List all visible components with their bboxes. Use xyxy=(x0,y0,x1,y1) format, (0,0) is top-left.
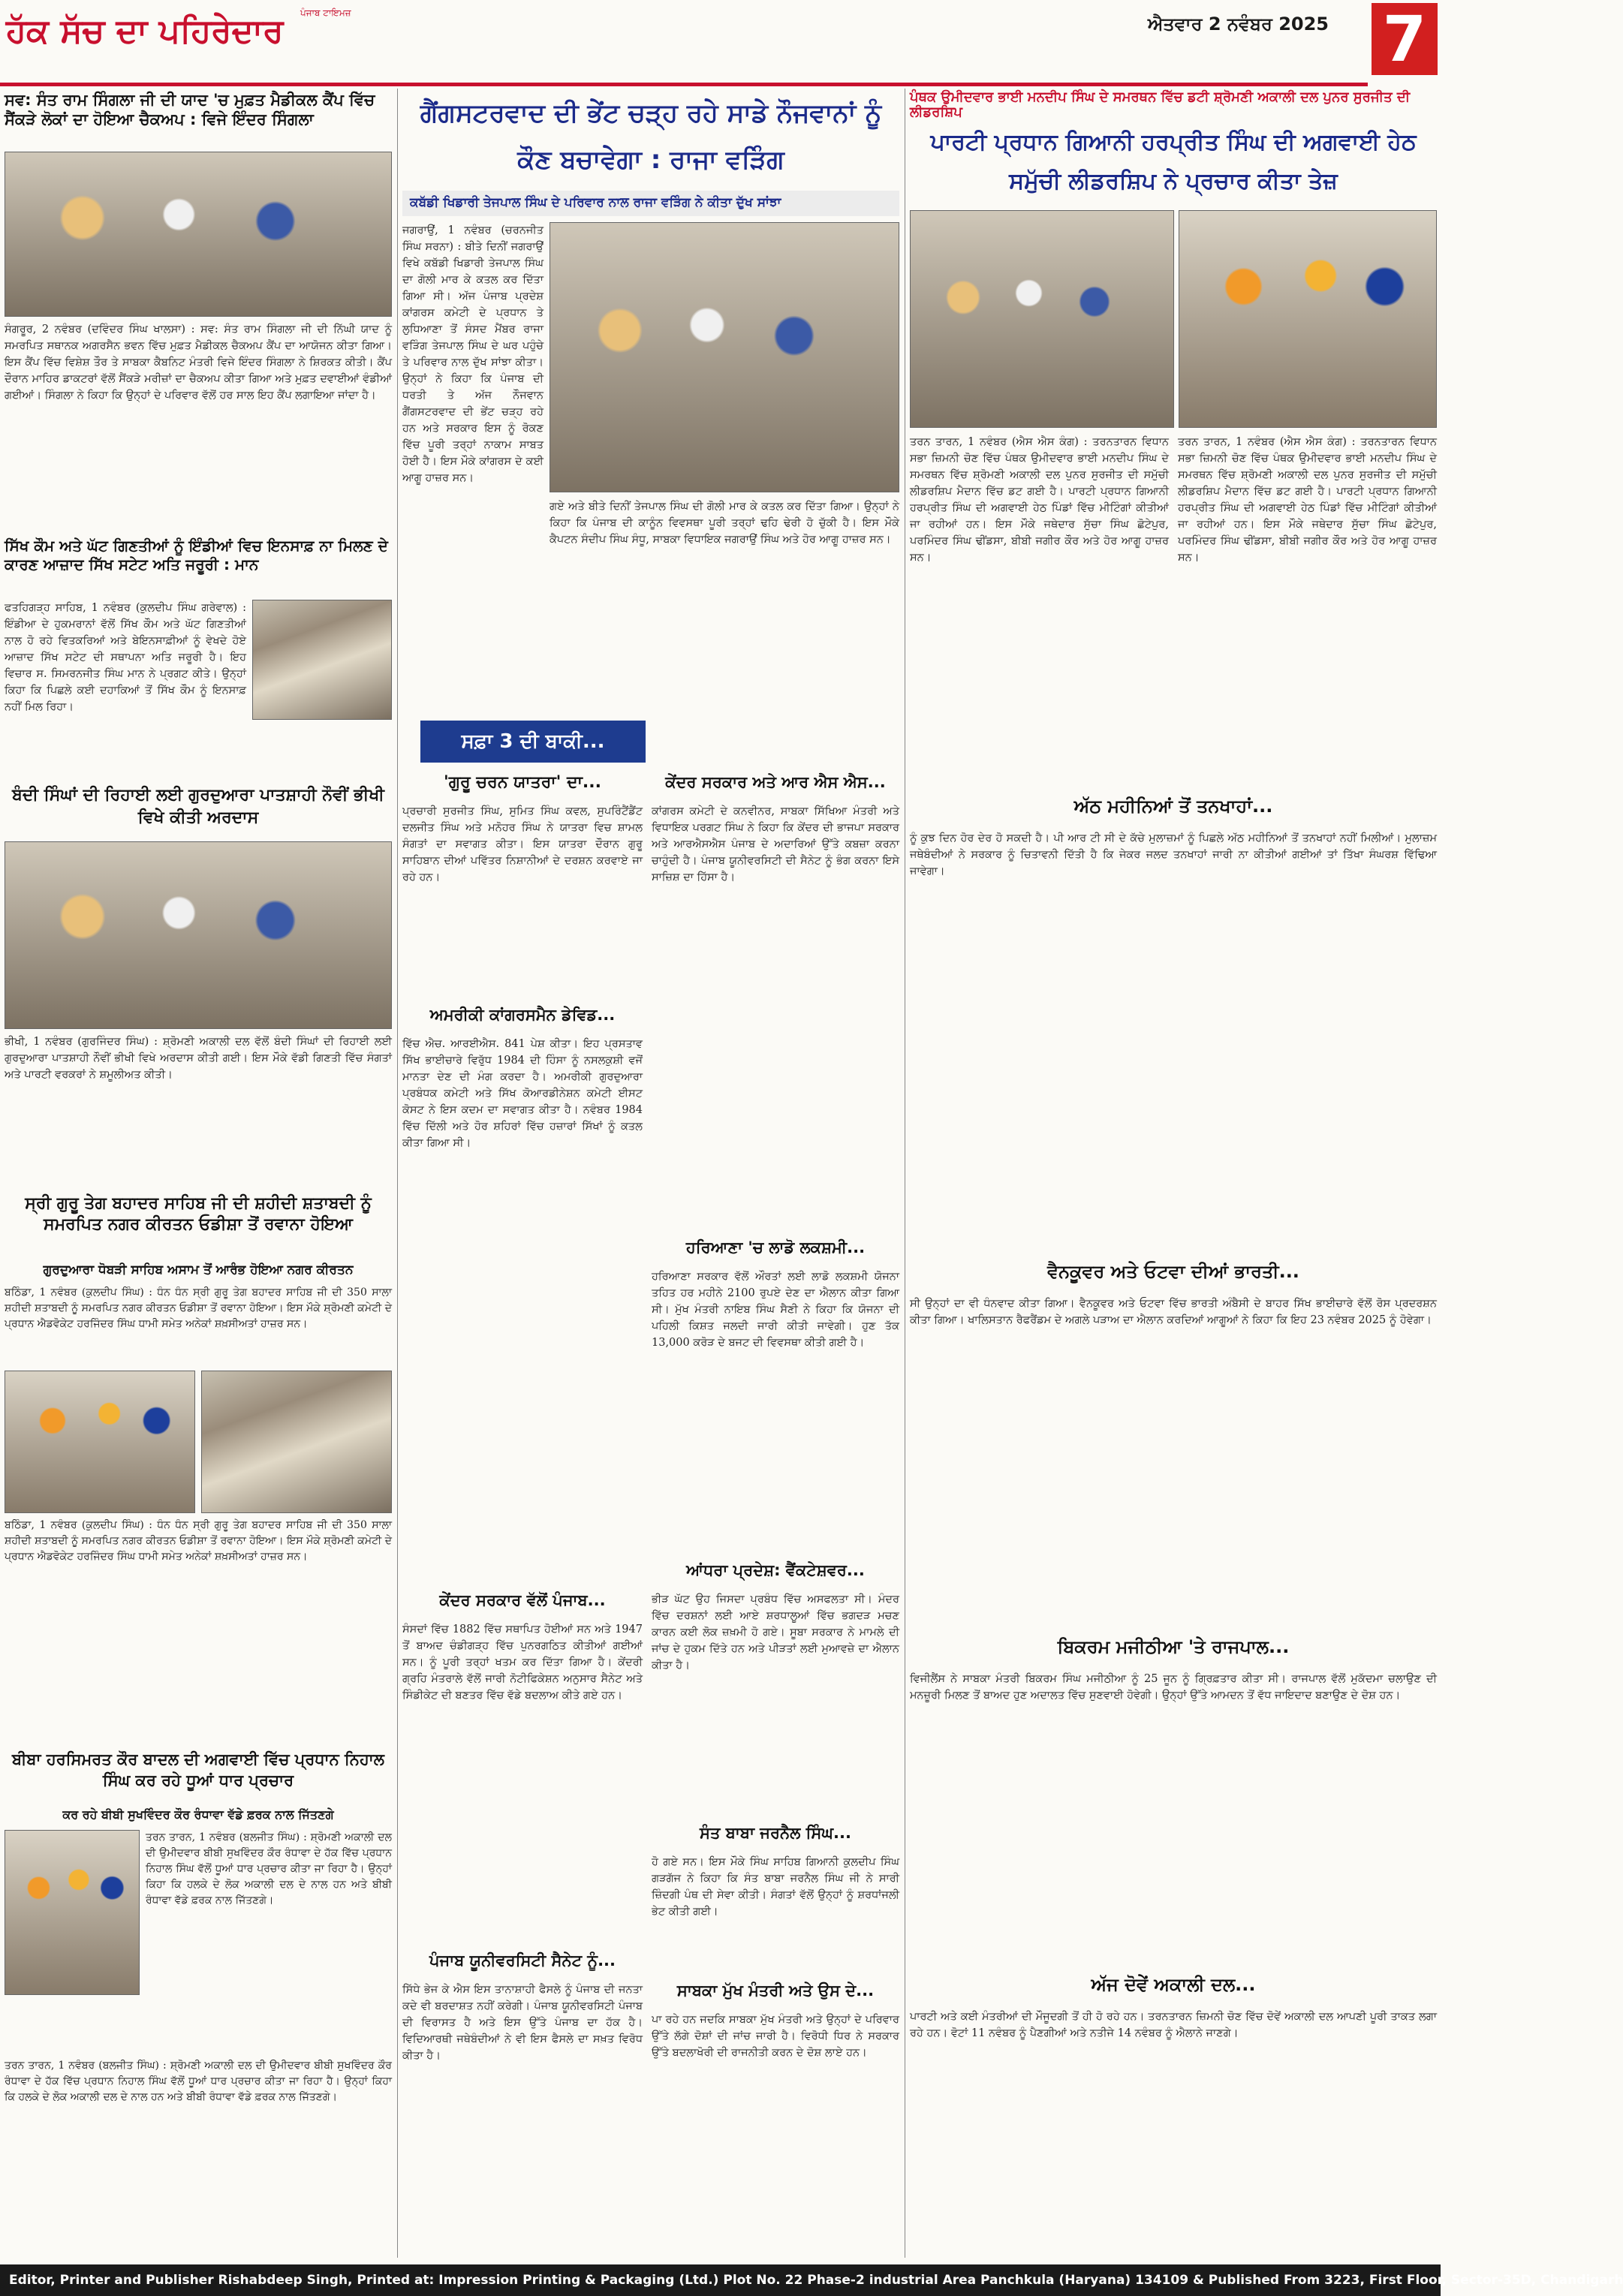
headline: ਅਮਰੀਕੀ ਕਾਂਗਰਸਮੈਨ ਡੇਵਿਡ... xyxy=(429,1006,616,1024)
article-body-continued: ਤਰਨ ਤਾਰਨ, 1 ਨਵੰਬਰ (ਬਲਜੀਤ ਸਿੰਘ) : ਸ਼੍ਰੋਮਣੀ ਅਕਾਲੀ ਦਲ ਦੀ ਉਮੀਦਵਾਰ ਬੀਬੀ ਸੁਖਵਿੰਦਰ ਕੌਰ ਰੰਧਾਵਾ ਦੇ ਹੱਕ ਵਿੱਚ ਪ੍ਰਧਾਨ ਨਿਹਾਲ ਸਿੰਘ ਵੱਲੋਂ ਧੂਆਂ ਧਾਰ ਪ੍ਰਚਾਰ ਕੀਤਾ ਜਾ ਰਿਹਾ ਹੈ। ਉਨ੍ਹਾਂ ਕਿਹਾ ਕਿ ਹਲਕੇ ਦੇ ਲੋਕ ਅਕਾਲੀ ਦਲ ਦੇ ਨਾਲ ਹਨ ਅਤੇ ਬੀਬੀ ਰੰਧਾਵਾ ਵੱਡੇ ਫ਼ਰਕ ਨਾਲ ਜਿੱਤਣਗੇ। xyxy=(5,2060,392,2103)
story-medical-camp xyxy=(5,90,392,533)
headline: ਕੇਂਦਰ ਸਰਕਾਰ ਅਤੇ ਆਰ ਐਸ ਐਸ... xyxy=(665,773,886,791)
photo xyxy=(5,841,392,1029)
article-body: ਕਾਂਗਰਸ ਕਮੇਟੀ ਦੇ ਕਨਵੀਨਰ, ਸਾਬਕਾ ਸਿੱਖਿਆ ਮੰਤਰੀ ਅਤੇ ਵਿਧਾਇਕ ਪਰਗਟ ਸਿੰਘ ਨੇ ਕਿਹਾ ਕਿ ਕੇਂਦਰ ਦੀ ਭਾਜਪਾ ਸਰਕਾਰ ਅਤੇ ਆਰਐਸਐਸ ਪੰਜਾਬ ਦੇ ਅਦਾਰਿਆਂ ਉੱਤੇ ਕਬਜ਼ਾ ਕਰਨਾ ਚਾਹੁੰਦੀ ਹੈ। ਪੰਜਾਬ ਯੂਨੀਵਰਸਿਟੀ ਦੀ ਸੈਨੇਟ ਨੂੰ ਭੰਗ ਕਰਨਾ ਇਸੇ ਸਾਜ਼ਿਸ਼ ਦਾ ਹਿੱਸਾ ਹੈ। xyxy=(652,805,899,883)
story-nagar-kirtan xyxy=(5,1193,392,1749)
article-body: ਸੰਸਦਾਂ ਵਿੱਚ 1882 ਵਿੱਚ ਸਥਾਪਿਤ ਹੋਈਆਂ ਸਨ ਅਤੇ 1947 ਤੋਂ ਬਾਅਦ ਚੰਡੀਗੜ੍ਹ ਵਿੱਚ ਪੁਨਰਗਠਿਤ ਕੀਤੀਆਂ ਗਈਆਂ ਸਨ। ਨੂੰ ਪੂਰੀ ਤਰ੍ਹਾਂ ਖਤਮ ਕਰ ਦਿੱਤਾ ਗਿਆ ਹੈ। ਕੇਂਦਰੀ ਗ੍ਰਹਿ ਮੰਤਰਾਲੇ ਵੱਲੋਂ ਜਾਰੀ ਨੋਟੀਫਿਕੇਸ਼ਨ ਅਨੁਸਾਰ ਸੈਨੇਟ ਅਤੇ ਸਿੰਡੀਕੇਟ ਦੀ ਬਣਤਰ ਵਿੱਚ ਵੱਡੇ ਬਦਲਾਅ ਕੀਤੇ ਗਏ ਹਨ। xyxy=(402,1623,643,1702)
headline: ਕੇਂਦਰ ਸਰਕਾਰ ਵੱਲੋਂ ਪੰਜਾਬ... xyxy=(439,1591,606,1609)
headline: ਬਿਕਰਮ ਮਜੀਠੀਆ 'ਤੇ ਰਾਜਪਾਲ... xyxy=(1057,1636,1290,1657)
masthead xyxy=(0,0,1441,89)
headline: ਵੈਨਕੂਵਰ ਅਤੇ ਓਟਵਾ ਦੀਆਂ ਭਾਰਤੀ... xyxy=(1047,1261,1299,1282)
lead-photo xyxy=(1179,210,1437,428)
footer-imprint: Editor, Printer and Publisher Rishabdeep Singh, Printed at: Impression Printing & Packaging (Ltd.) Plot No. 22 Phase-2 industrial Area Panchkula (Haryana) 134109 & Published From 3223, First Floor, Sector-35D, Chandigarh xyxy=(0,2264,1441,2296)
lead-story-gangster xyxy=(402,90,899,721)
story-salaries xyxy=(910,796,1437,1246)
article-body: ਵਿੱਚ ਐਚ. ਆਰਈਐਸ. 841 ਪੇਸ਼ ਕੀਤਾ। ਇਹ ਪ੍ਰਸਤਾਵ ਸਿੱਖ ਭਾਈਚਾਰੇ ਵਿਰੁੱਧ 1984 ਦੀ ਹਿੰਸਾ ਨੂੰ ਨਸਲਕੁਸ਼ੀ ਵਜੋਂ ਮਾਨਤਾ ਦੇਣ ਦੀ ਮੰਗ ਕਰਦਾ ਹੈ। ਅਮਰੀਕੀ ਗੁਰਦੁਆਰਾ ਪ੍ਰਬੰਧਕ ਕਮੇਟੀ ਅਤੇ ਸਿੱਖ ਕੋਆਰਡੀਨੇਸ਼ਨ ਕਮੇਟੀ ਈਸਟ ਕੋਸਟ ਨੇ ਇਸ ਕਦਮ ਦਾ ਸਵਾਗਤ ਕੀਤਾ ਹੈ। ਨਵੰਬਰ 1984 ਵਿੱਚ ਦਿੱਲੀ ਅਤੇ ਹੋਰ ਸ਼ਹਿਰਾਂ ਵਿੱਚ ਹਜ਼ਾਰਾਂ ਸਿੱਖਾਂ ਨੂੰ ਕਤਲ ਕੀਤਾ ਗਿਆ ਸੀ। xyxy=(402,1038,643,1149)
lead-subheadline: ਕਬੱਡੀ ਖਿਡਾਰੀ ਤੇਜਪਾਲ ਸਿੰਘ ਦੇ ਪਰਿਵਾਰ ਨਾਲ ਰਾਜਾ ਵੜਿੰਗ ਨੇ ਕੀਤਾ ਦੁੱਖ ਸਾਂਝਾ xyxy=(402,191,899,216)
lead-headline: ਗੈਂਗਸਟਰਵਾਦ ਦੀ ਭੇਂਟ ਚੜ੍ਹ ਰਹੇ ਸਾਡੇ ਨੌਜਵਾਨਾਂ ਨੂੰ ਕੌਣ ਬਚਾਵੇਗਾ : ਰਾਜਾ ਵੜਿੰਗ xyxy=(420,98,882,175)
story-vancouver xyxy=(910,1261,1437,1614)
article-body: ਪਾ ਰਹੇ ਹਨ ਜਦਕਿ ਸਾਬਕਾ ਮੁੱਖ ਮੰਤਰੀ ਅਤੇ ਉਨ੍ਹਾਂ ਦੇ ਪਰਿਵਾਰ ਉੱਤੇ ਲੱਗੇ ਦੋਸ਼ਾਂ ਦੀ ਜਾਂਚ ਜਾਰੀ ਹੈ। ਵਿਰੋਧੀ ਧਿਰ ਨੇ ਸਰਕਾਰ ਉੱਤੇ ਬਦਲਾਖੋਰੀ ਦੀ ਰਾਜਨੀਤੀ ਕਰਨ ਦੇ ਦੋਸ਼ ਲਾਏ ਹਨ। xyxy=(652,2014,899,2059)
story-sant-jarnail xyxy=(652,1824,899,1974)
headline: ਬੀਬਾ ਹਰਸਿਮਰਤ ਕੌਰ ਬਾਦਲ ਦੀ ਅਗਵਾਈ ਵਿੱਚ ਪ੍ਰਧਾਨ ਨਿਹਾਲ ਸਿੰਘ ਕਰ ਰਹੇ ਧੂਆਂ ਧਾਰ ਪ੍ਰਚਾਰ xyxy=(11,1750,385,1789)
article-body: ਹੋ ਗਏ ਸਨ। ਇਸ ਮੌਕੇ ਸਿੰਘ ਸਾਹਿਬ ਗਿਆਨੀ ਕੁਲਦੀਪ ਸਿੰਘ ਗੜਗੱਜ ਨੇ ਕਿਹਾ ਕਿ ਸੰਤ ਬਾਬਾ ਜਰਨੈਲ ਸਿੰਘ ਜੀ ਨੇ ਸਾਰੀ ਜ਼ਿੰਦਗੀ ਪੰਥ ਦੀ ਸੇਵਾ ਕੀਤੀ। ਸੰਗਤਾਂ ਵੱਲੋਂ ਉਨ੍ਹਾਂ ਨੂੰ ਸ਼ਰਧਾਂਜਲੀ ਭੇਟ ਕੀਤੀ ਗਈ। xyxy=(652,1856,899,1918)
photo xyxy=(5,1830,140,1995)
story-majithia xyxy=(910,1636,1437,1966)
headline: ਆਂਧਰਾ ਪ੍ਰਦੇਸ਼: ਵੈਂਕਟੇਸ਼ਵਰ... xyxy=(686,1561,865,1579)
article-body: ਫਤਹਿਗੜ੍ਹ ਸਾਹਿਬ, 1 ਨਵੰਬਰ (ਕੁਲਦੀਪ ਸਿੰਘ ਗਰੇਵਾਲ) : ਇੰਡੀਆ ਦੇ ਹੁਕਮਰਾਨਾਂ ਵੱਲੋਂ ਸਿੱਖ ਕੌਮ ਅਤੇ ਘੱਟ ਗਿਣਤੀਆਂ ਨਾਲ ਹੋ ਰਹੇ ਵਿਤਕਰਿਆਂ ਅਤੇ ਬੇਇਨਸਾਫ਼ੀਆਂ ਨੂੰ ਵੇਖਦੇ ਹੋਏ ਆਜ਼ਾਦ ਸਿੱਖ ਸਟੇਟ ਦੀ ਸਥਾਪਨਾ ਅਤਿ ਜਰੂਰੀ ਹੈ। ਇਹ ਵਿਚਾਰ ਸ. ਸਿਮਰਨਜੀਤ ਸਿੰਘ ਮਾਨ ਨੇ ਪ੍ਰਗਟ ਕੀਤੇ। ਉਨ੍ਹਾਂ ਕਿਹਾ ਕਿ ਪਿਛਲੇ ਕਈ ਦਹਾਕਿਆਂ ਤੋਂ ਸਿੱਖ ਕੌਮ ਨੂੰ ਇਨਸਾਫ਼ ਨਹੀਂ ਮਿਲ ਰਿਹਾ। xyxy=(5,602,246,713)
story-pu-senate xyxy=(402,1951,643,2259)
article-body: ਸੰਗਰੂਰ, 2 ਨਵੰਬਰ (ਦਵਿੰਦਰ ਸਿੰਘ ਖਾਲਸਾ) : ਸਵ: ਸੰਤ ਰਾਮ ਸਿੰਗਲਾ ਜੀ ਦੀ ਨਿੱਘੀ ਯਾਦ ਨੂੰ ਸਮਰਪਿਤ ਸਥਾਨਕ ਅਗਰਸੈਨ ਭਵਨ ਵਿੱਚ ਮੁਫ਼ਤ ਮੈਡੀਕਲ ਚੈਕਅਪ ਕੈਂਪ ਦਾ ਆਯੋਜਨ ਕੀਤਾ ਗਿਆ। ਇਸ ਕੈਂਪ ਵਿੱਚ ਵਿਸ਼ੇਸ਼ ਤੌਰ ਤੇ ਸਾਬਕਾ ਕੈਬਨਿਟ ਮੰਤਰੀ ਵਿਜੇ ਇੰਦਰ ਸਿੰਗਲਾ ਨੇ ਸ਼ਿਰਕਤ ਕੀਤੀ। ਕੈਂਪ ਦੌਰਾਨ ਮਾਹਿਰ ਡਾਕਟਰਾਂ ਵੱਲੋਂ ਸੈਂਕੜੇ ਮਰੀਜ਼ਾਂ ਦਾ ਚੈਕਅਪ ਕੀਤਾ ਗਿਆ ਅਤੇ ਮੁਫ਼ਤ ਦਵਾਈਆਂ ਵੰਡੀਆਂ ਗਈਆਂ। ਸਿੰਗਲਾ ਨੇ ਕਿਹਾ ਕਿ ਉਨ੍ਹਾਂ ਦੇ ਪਰਿਵਾਰ ਵੱਲੋਂ ਹਰ ਸਾਲ ਇਹ ਕੈਂਪ ਲਗਾਇਆ ਜਾਂਦਾ ਹੈ। xyxy=(5,323,392,402)
article-body: ਸੀ ਉਨ੍ਹਾਂ ਦਾ ਵੀ ਧੰਨਵਾਦ ਕੀਤਾ ਗਿਆ। ਵੈਨਕੂਵਰ ਅਤੇ ਓਟਵਾ ਵਿੱਚ ਭਾਰਤੀ ਅੰਬੈਸੀ ਦੇ ਬਾਹਰ ਸਿੱਖ ਭਾਈਚਾਰੇ ਵੱਲੋਂ ਰੋਸ ਪ੍ਰਦਰਸ਼ਨ ਕੀਤਾ ਗਿਆ। ਖਾਲਿਸਤਾਨ ਰੈਫਰੈਂਡਮ ਦੇ ਅਗਲੇ ਪੜਾਅ ਦਾ ਐਲਾਨ ਕਰਦਿਆਂ ਆਗੂਆਂ ਨੇ ਕਿਹਾ ਕਿ ਇਹ 23 ਨਵੰਬਰ 2025 ਨੂੰ ਹੋਵੇਗਾ। xyxy=(910,1298,1437,1326)
story-guru-charan-yatra xyxy=(402,773,643,998)
article-body: ਪਾਰਟੀ ਅਤੇ ਕਈ ਮੰਤਰੀਆਂ ਦੀ ਮੌਜੂਦਗੀ ਤੋਂ ਹੀ ਹੋ ਰਹੇ ਹਨ। ਤਰਨਤਾਰਨ ਜ਼ਿਮਨੀ ਚੋਣ ਵਿੱਚ ਦੋਵੇਂ ਅਕਾਲੀ ਦਲ ਆਪਣੀ ਪੂਰੀ ਤਾਕਤ ਲਗਾ ਰਹੇ ਹਨ। ਵੋਟਾਂ 11 ਨਵੰਬਰ ਨੂੰ ਪੈਣਗੀਆਂ ਅਤੇ ਨਤੀਜੇ 14 ਨਵੰਬਰ ਨੂੰ ਐਲਾਨੇ ਜਾਣਗੇ। xyxy=(910,2011,1437,2039)
article-body: ਤਰਨ ਤਾਰਨ, 1 ਨਵੰਬਰ (ਬਲਜੀਤ ਸਿੰਘ) : ਸ਼੍ਰੋਮਣੀ ਅਕਾਲੀ ਦਲ ਦੀ ਉਮੀਦਵਾਰ ਬੀਬੀ ਸੁਖਵਿੰਦਰ ਕੌਰ ਰੰਧਾਵਾ ਦੇ ਹੱਕ ਵਿੱਚ ਪ੍ਰਧਾਨ ਨਿਹਾਲ ਸਿੰਘ ਵੱਲੋਂ ਧੂਆਂ ਧਾਰ ਪ੍ਰਚਾਰ ਕੀਤਾ ਜਾ ਰਿਹਾ ਹੈ। ਉਨ੍ਹਾਂ ਕਿਹਾ ਕਿ ਹਲਕੇ ਦੇ ਲੋਕ ਅਕਾਲੀ ਦਲ ਦੇ ਨਾਲ ਹਨ ਅਤੇ ਬੀਬੀ ਰੰਧਾਵਾ ਵੱਡੇ ਫ਼ਰਕ ਨਾਲ ਜਿੱਤਣਗੇ। xyxy=(146,1831,392,1906)
headline: ਸਾਬਕਾ ਮੁੱਖ ਮੰਤਰੀ ਅਤੇ ਉਸ ਦੇ... xyxy=(676,1982,875,2000)
article-body: ਜਗਰਾਉਂ, 1 ਨਵੰਬਰ (ਚਰਨਜੀਤ ਸਿੰਘ ਸਰਨਾ) : ਬੀਤੇ ਦਿਨੀਂ ਜਗਰਾਉਂ ਵਿਖੇ ਕਬੱਡੀ ਖਿਡਾਰੀ ਤੇਜਪਾਲ ਸਿੰਘ ਦਾ ਗੋਲੀ ਮਾਰ ਕੇ ਕਤਲ ਕਰ ਦਿੱਤਾ ਗਿਆ ਸੀ। ਅੱਜ ਪੰਜਾਬ ਪ੍ਰਦੇਸ਼ ਕਾਂਗਰਸ ਕਮੇਟੀ ਦੇ ਪ੍ਰਧਾਨ ਤੇ ਲੁਧਿਆਣਾ ਤੋਂ ਸੰਸਦ ਮੈਂਬਰ ਰਾਜਾ ਵੜਿੰਗ ਤੇਜਪਾਲ ਸਿੰਘ ਦੇ ਘਰ ਪਹੁੰਚੇ ਤੇ ਪਰਿਵਾਰ ਨਾਲ ਦੁੱਖ ਸਾਂਝਾ ਕੀਤਾ। ਉਨ੍ਹਾਂ ਨੇ ਕਿਹਾ ਕਿ ਪੰਜਾਬ ਦੀ ਧਰਤੀ ਤੇ ਅੱਜ ਨੌਜਵਾਨ ਗੈਂਗਸਟਰਵਾਦ ਦੀ ਭੇਂਟ ਚੜ੍ਹ ਰਹੇ ਹਨ ਅਤੇ ਸਰਕਾਰ ਇਸ ਨੂੰ ਰੋਕਣ ਵਿੱਚ ਪੂਰੀ ਤਰ੍ਹਾਂ ਨਾਕਾਮ ਸਾਬਤ ਹੋਈ ਹੈ। ਇਸ ਮੌਕੇ ਕਾਂਗਰਸ ਦੇ ਕਈ ਆਗੂ ਹਾਜ਼ਰ ਸਨ। xyxy=(402,224,544,484)
lead-photo xyxy=(910,210,1174,428)
column-rule xyxy=(397,89,398,2258)
masthead-logo: ਹੱਕ ਸੱਚ ਦਾ ਪਹਿਰੇਦਾਰ xyxy=(6,12,284,50)
story-bandi-singh xyxy=(5,784,392,1205)
headline: ਸ੍ਰੀ ਗੁਰੂ ਤੇਗ ਬਹਾਦਰ ਸਾਹਿਬ ਜੀ ਦੀ ਸ਼ਹੀਦੀ ਸ਼ਤਾਬਦੀ ਨੂੰ ਸਮਰਪਿਤ ਨਗਰ ਕੀਰਤਨ ਓਡੀਸ਼ਾ ਤੋਂ ਰਵਾਨਾ ਹੋਇਆ xyxy=(25,1194,372,1234)
article-body: ਤਰਨ ਤਾਰਨ, 1 ਨਵੰਬਰ (ਐਸ ਐਸ ਕੰਗ) : ਤਰਨਤਾਰਨ ਵਿਧਾਨ ਸਭਾ ਜ਼ਿਮਨੀ ਚੋਣ ਵਿੱਚ ਪੰਥਕ ਉਮੀਦਵਾਰ ਭਾਈ ਮਨਦੀਪ ਸਿੰਘ ਦੇ ਸਮਰਥਨ ਵਿੱਚ ਸ਼੍ਰੋਮਣੀ ਅਕਾਲੀ ਦਲ ਪੁਨਰ ਸੁਰਜੀਤ ਦੀ ਸਮੁੱਚੀ ਲੀਡਰਸ਼ਿਪ ਮੈਦਾਨ ਵਿੱਚ ਡਟ ਗਈ ਹੈ। ਪਾਰਟੀ ਪ੍ਰਧਾਨ ਗਿਆਨੀ ਹਰਪ੍ਰੀਤ ਸਿੰਘ ਦੀ ਅਗਵਾਈ ਹੇਠ ਪਿੰਡਾਂ ਵਿੱਚ ਮੀਟਿੰਗਾਂ ਕੀਤੀਆਂ ਜਾ ਰਹੀਆਂ ਹਨ। ਇਸ ਮੌਕੇ ਜਥੇਦਾਰ ਸੁੱਚਾ ਸਿੰਘ ਛੋਟੇਪੁਰ, ਪਰਮਿੰਦਰ ਸਿੰਘ ਢੀਂਡਸਾ, ਬੀਬੀ ਜਗੀਰ ਕੌਰ ਅਤੇ ਹੋਰ ਆਗੂ ਹਾਜ਼ਰ ਸਨ। xyxy=(910,436,1169,564)
article-body: ਨੂੰ ਕੁਝ ਦਿਨ ਹੋਰ ਦੇਰ ਹੋ ਸਕਦੀ ਹੈ। ਪੀ ਆਰ ਟੀ ਸੀ ਦੇ ਕੱਚੇ ਮੁਲਾਜ਼ਮਾਂ ਨੂੰ ਪਿਛਲੇ ਅੱਠ ਮਹੀਨਿਆਂ ਤੋਂ ਤਨਖਾਹਾਂ ਨਹੀਂ ਮਿਲੀਆਂ। ਮੁਲਾਜ਼ਮ ਜਥੇਬੰਦੀਆਂ ਨੇ ਸਰਕਾਰ ਨੂੰ ਚਿਤਾਵਨੀ ਦਿੱਤੀ ਹੈ ਕਿ ਜੇਕਰ ਜਲਦ ਤਨਖਾਹਾਂ ਜਾਰੀ ਨਾ ਕੀਤੀਆਂ ਗਈਆਂ ਤਾਂ ਤਿੱਖਾ ਸੰਘਰਸ਼ ਵਿੱਢਿਆ ਜਾਵੇਗਾ। xyxy=(910,832,1437,877)
continued-banner: ਸਫ਼ਾ 3 ਦੀ ਬਾਕੀ... xyxy=(420,721,646,763)
article-body: ਹਰਿਆਣਾ ਸਰਕਾਰ ਵੱਲੋਂ ਔਰਤਾਂ ਲਈ ਲਾਡੋ ਲਕਸ਼ਮੀ ਯੋਜਨਾ ਤਹਿਤ ਹਰ ਮਹੀਨੇ 2100 ਰੁਪਏ ਦੇਣ ਦਾ ਐਲਾਨ ਕੀਤਾ ਗਿਆ ਸੀ। ਮੁੱਖ ਮੰਤਰੀ ਨਾਇਬ ਸਿੰਘ ਸੈਣੀ ਨੇ ਕਿਹਾ ਕਿ ਯੋਜਨਾ ਦੀ ਪਹਿਲੀ ਕਿਸ਼ਤ ਜਲਦੀ ਜਾਰੀ ਕੀਤੀ ਜਾਵੇਗੀ। ਹੁਣ ਤੱਕ 13,000 ਕਰੋੜ ਦੇ ਬਜਟ ਦੀ ਵਿਵਸਥਾ ਕੀਤੀ ਗਈ ਹੈ। xyxy=(652,1271,899,1349)
lead-story-akali xyxy=(910,90,1437,766)
story-american-congressman xyxy=(402,1006,643,1576)
headline: ਸਵ: ਸੰਤ ਰਾਮ ਸਿੰਗਲਾ ਜੀ ਦੀ ਯਾਦ 'ਚ ਮੁਫ਼ਤ ਮੈਡੀਕਲ ਕੈਂਪ ਵਿੱਚ ਸੈਂਕੜੇ ਲੋਕਾਂ ਦਾ ਹੋਇਆ ਚੈਕਅਪ : ਵਿਜੇ ਇੰਦਰ ਸਿੰਗਲਾ xyxy=(5,91,375,128)
headline: ਬੰਦੀ ਸਿੰਘਾਂ ਦੀ ਰਿਹਾਈ ਲਈ ਗੁਰਦੁਆਰਾ ਪਾਤਸ਼ਾਹੀ ਨੌਵੀਂ ਭੀਖੀ ਵਿਖੇ ਕੀਤੀ ਅਰਦਾਸ xyxy=(12,786,384,827)
story-centre-rss xyxy=(652,773,899,1223)
photo xyxy=(201,1371,392,1513)
masthead-date: ਐਤਵਾਰ 2 ਨਵੰਬਰ 2025 xyxy=(1147,14,1329,35)
article-body-continued: ਤਰਨ ਤਾਰਨ, 1 ਨਵੰਬਰ (ਐਸ ਐਸ ਕੰਗ) : ਤਰਨਤਾਰਨ ਵਿਧਾਨ ਸਭਾ ਜ਼ਿਮਨੀ ਚੋਣ ਵਿੱਚ ਪੰਥਕ ਉਮੀਦਵਾਰ ਭਾਈ ਮਨਦੀਪ ਸਿੰਘ ਦੇ ਸਮਰਥਨ ਵਿੱਚ ਸ਼੍ਰੋਮਣੀ ਅਕਾਲੀ ਦਲ ਪੁਨਰ ਸੁਰਜੀਤ ਦੀ ਸਮੁੱਚੀ ਲੀਡਰਸ਼ਿਪ ਮੈਦਾਨ ਵਿੱਚ ਡਟ ਗਈ ਹੈ। ਪਾਰਟੀ ਪ੍ਰਧਾਨ ਗਿਆਨੀ ਹਰਪ੍ਰੀਤ ਸਿੰਘ ਦੀ ਅਗਵਾਈ ਹੇਠ ਪਿੰਡਾਂ ਵਿੱਚ ਮੀਟਿੰਗਾਂ ਕੀਤੀਆਂ ਜਾ ਰਹੀਆਂ ਹਨ। ਇਸ ਮੌਕੇ ਜਥੇਦਾਰ ਸੁੱਚਾ ਸਿੰਘ ਛੋਟੇਪੁਰ, ਪਰਮਿੰਦਰ ਸਿੰਘ ਢੀਂਡਸਾ, ਬੀਬੀ ਜਗੀਰ ਕੌਰ ਅਤੇ ਹੋਰ ਆਗੂ ਹਾਜ਼ਰ ਸਨ। xyxy=(1178,436,1437,564)
story-andhra xyxy=(652,1561,899,1816)
article-body: ਵਿਜੀਲੈਂਸ ਨੇ ਸਾਬਕਾ ਮੰਤਰੀ ਬਿਕਰਮ ਸਿੰਘ ਮਜੀਠੀਆ ਨੂੰ 25 ਜੂਨ ਨੂੰ ਗ੍ਰਿਫ਼ਤਾਰ ਕੀਤਾ ਸੀ। ਰਾਜਪਾਲ ਵੱਲੋਂ ਮੁਕੱਦਮਾ ਚਲਾਉਣ ਦੀ ਮਨਜ਼ੂਰੀ ਮਿਲਣ ਤੋਂ ਬਾਅਦ ਹੁਣ ਅਦਾਲਤ ਵਿੱਚ ਸੁਣਵਾਈ ਹੋਵੇਗੀ। ਉਨ੍ਹਾਂ ਉੱਤੇ ਆਮਦਨ ਤੋਂ ਵੱਧ ਜਾਇਦਾਦ ਬਣਾਉਣ ਦੇ ਦੋਸ਼ ਹਨ। xyxy=(910,1673,1437,1702)
headline: ਹਰਿਆਣਾ 'ਚ ਲਾਡੋ ਲਕਸ਼ਮੀ... xyxy=(685,1238,866,1256)
story-centre-punjab xyxy=(402,1591,643,1936)
lead-kicker: ਪੰਥਕ ਉਮੀਦਵਾਰ ਭਾਈ ਮਨਦੀਪ ਸਿੰਘ ਦੇ ਸਮਰਥਨ ਵਿੱਚ ਡਟੀ ਸ਼੍ਰੋਮਣੀ ਅਕਾਲੀ ਦਲ ਪੁਨਰ ਸੁਰਜੀਤ ਦੀ ਲੀਡਰਸ਼ਿਪ xyxy=(910,89,1411,120)
headline: 'ਗੁਰੂ ਚਰਨ ਯਾਤਰਾ' ਦਾ... xyxy=(444,773,601,792)
masthead-tagline: ਪੰਜਾਬ ਟਾਇਮਜ਼ xyxy=(300,8,351,18)
headline: ਅੱਠ ਮਹੀਨਿਆਂ ਤੋਂ ਤਨਖਾਹਾਂ... xyxy=(1073,796,1273,817)
article-body-continued: ਬਠਿੰਡਾ, 1 ਨਵੰਬਰ (ਕੁਲਦੀਪ ਸਿੰਘ) : ਧੰਨ ਧੰਨ ਸ੍ਰੀ ਗੁਰੂ ਤੇਗ ਬਹਾਦਰ ਸਾਹਿਬ ਜੀ ਦੀ 350 ਸਾਲਾ ਸ਼ਹੀਦੀ ਸ਼ਤਾਬਦੀ ਨੂੰ ਸਮਰਪਿਤ ਨਗਰ ਕੀਰਤਨ ਓਡੀਸ਼ਾ ਤੋਂ ਰਵਾਨਾ ਹੋਇਆ। ਇਸ ਮੌਕੇ ਸ਼੍ਰੋਮਣੀ ਕਮੇਟੀ ਦੇ ਪ੍ਰਧਾਨ ਐਡਵੋਕੇਟ ਹਰਜਿੰਦਰ ਸਿੰਘ ਧਾਮੀ ਸਮੇਤ ਅਨੇਕਾਂ ਸ਼ਖ਼ਸੀਅਤਾਂ ਹਾਜ਼ਰ ਸਨ। xyxy=(5,1519,392,1563)
lead-photo xyxy=(550,222,899,492)
article-body: ਭੀਖੀ, 1 ਨਵੰਬਰ (ਗੁਰਜਿੰਦਰ ਸਿੰਘ) : ਸ਼੍ਰੋਮਣੀ ਅਕਾਲੀ ਦਲ ਵੱਲੋਂ ਬੰਦੀ ਸਿੰਘਾਂ ਦੀ ਰਿਹਾਈ ਲਈ ਗੁਰਦੁਆਰਾ ਪਾਤਸ਼ਾਹੀ ਨੌਵੀਂ ਭੀਖੀ ਵਿਖੇ ਅਰਦਾਸ ਕੀਤੀ ਗਈ। ਇਸ ਮੌਕੇ ਵੱਡੀ ਗਿਣਤੀ ਵਿੱਚ ਸੰਗਤਾਂ ਅਤੇ ਪਾਰਟੀ ਵਰਕਰਾਂ ਨੇ ਸ਼ਮੂਲੀਅਤ ਕੀਤੀ। xyxy=(5,1036,392,1081)
article-body: ਬਠਿੰਡਾ, 1 ਨਵੰਬਰ (ਕੁਲਦੀਪ ਸਿੰਘ) : ਧੰਨ ਧੰਨ ਸ੍ਰੀ ਗੁਰੂ ਤੇਗ ਬਹਾਦਰ ਸਾਹਿਬ ਜੀ ਦੀ 350 ਸਾਲਾ ਸ਼ਹੀਦੀ ਸ਼ਤਾਬਦੀ ਨੂੰ ਸਮਰਪਿਤ ਨਗਰ ਕੀਰਤਨ ਓਡੀਸ਼ਾ ਤੋਂ ਰਵਾਨਾ ਹੋਇਆ। ਇਸ ਮੌਕੇ ਸ਼੍ਰੋਮਣੀ ਕਮੇਟੀ ਦੇ ਪ੍ਰਧਾਨ ਐਡਵੋਕੇਟ ਹਰਜਿੰਦਰ ਸਿੰਘ ਧਾਮੀ ਸਮੇਤ ਅਨੇਕਾਂ ਸ਼ਖ਼ਸੀਅਤਾਂ ਹਾਜ਼ਰ ਸਨ। xyxy=(5,1286,392,1330)
photo xyxy=(5,1371,195,1513)
photo xyxy=(5,152,392,317)
subheadline: ਗੁਰਦੁਆਰਾ ਧੋਬੜੀ ਸਾਹਿਬ ਅਸਾਮ ਤੋਂ ਆਰੰਭ ਹੋਇਆ ਨਗਰ ਕੀਰਤਨ xyxy=(43,1262,354,1277)
portrait-photo xyxy=(252,600,392,720)
subheadline: ਕਰ ਰਹੇ ਬੀਬੀ ਸੁਖਵਿੰਦਰ ਕੌਰ ਰੰਧਾਵਾ ਵੱਡੇ ਫ਼ਰਕ ਨਾਲ ਜਿੱਤਣਗੇ xyxy=(62,1807,334,1822)
article-body: ਗਏ ਅਤੇ ਬੀਤੇ ਦਿਨੀਂ ਤੇਜਪਾਲ ਸਿੰਘ ਦੀ ਗੋਲੀ ਮਾਰ ਕੇ ਕਤਲ ਕਰ ਦਿੱਤਾ ਗਿਆ। ਉਨ੍ਹਾਂ ਨੇ ਕਿਹਾ ਕਿ ਪੰਜਾਬ ਦੀ ਕਾਨੂੰਨ ਵਿਵਸਥਾ ਪੂਰੀ ਤਰ੍ਹਾਂ ਢਹਿ ਢੇਰੀ ਹੋ ਚੁੱਕੀ ਹੈ। ਇਸ ਮੌਕੇ ਕੈਪਟਨ ਸੰਦੀਪ ਸਿੰਘ ਸੰਧੂ, ਸਾਬਕਾ ਵਿਧਾਇਕ ਜਗਰਾਉਂ ਸਿੰਘ ਅਤੇ ਹੋਰ ਆਗੂ ਹਾਜ਼ਰ ਸਨ। xyxy=(550,501,899,546)
story-harsimrat xyxy=(5,1749,392,2259)
story-akali-dal-today xyxy=(910,1974,1437,2259)
headline: ਸੰਤ ਬਾਬਾ ਜਰਨੈਲ ਸਿੰਘ... xyxy=(700,1824,851,1842)
masthead-rule xyxy=(0,83,1368,86)
story-haryana-lado xyxy=(652,1238,899,1554)
headline: ਪੰਜਾਬ ਯੂਨੀਵਰਸਿਟੀ ਸੈਨੇਟ ਨੂੰ... xyxy=(429,1951,616,1970)
page-number: 7 xyxy=(1372,3,1438,75)
article-body: ਭੀੜ ਘੱਟ ਉਹ ਜਿਸਦਾ ਪ੍ਰਬੰਧ ਵਿੱਚ ਅਸਫਲਤਾ ਸੀ। ਮੰਦਰ ਵਿੱਚ ਦਰਸ਼ਨਾਂ ਲਈ ਆਏ ਸ਼ਰਧਾਲੂਆਂ ਵਿੱਚ ਭਗਦੜ ਮਚਣ ਕਾਰਨ ਕਈ ਲੋਕ ਜ਼ਖ਼ਮੀ ਹੋ ਗਏ। ਸੂਬਾ ਸਰਕਾਰ ਨੇ ਮਾਮਲੇ ਦੀ ਜਾਂਚ ਦੇ ਹੁਕਮ ਦਿੱਤੇ ਹਨ ਅਤੇ ਪੀੜਤਾਂ ਲਈ ਮੁਆਵਜ਼ੇ ਦਾ ਐਲਾਨ ਕੀਤਾ ਹੈ। xyxy=(652,1593,899,1672)
article-body: ਪ੍ਰਚਾਰੀ ਸੁਰਜੀਤ ਸਿੰਘ, ਸੁਮਿਤ ਸਿੰਘ ਕਵਲ, ਸੁਪਰਿੰਟੈਂਡੈਂਟ ਦਲਜੀਤ ਸਿੰਘ ਅਤੇ ਮਨੋਹਰ ਸਿੰਘ ਨੇ ਯਾਤਰਾ ਵਿਚ ਸ਼ਾਮਲ ਸੰਗਤਾਂ ਦਾ ਸਵਾਗਤ ਕੀਤਾ। ਇਸ ਯਾਤਰਾ ਦੌਰਾਨ ਗੁਰੂ ਸਾਹਿਬਾਨ ਦੀਆਂ ਪਵਿੱਤਰ ਨਿਸ਼ਾਨੀਆਂ ਦੇ ਦਰਸ਼ਨ ਕਰਵਾਏ ਜਾ ਰਹੇ ਹਨ। xyxy=(402,805,643,883)
article-body: ਸਿੱਧੇ ਭੇਜ ਕੇ ਐਸ ਇਸ ਤਾਨਾਸ਼ਾਹੀ ਫੈਸਲੇ ਨੂੰ ਪੰਜਾਬ ਦੀ ਜਨਤਾ ਕਦੇ ਵੀ ਬਰਦਾਸ਼ਤ ਨਹੀਂ ਕਰੇਗੀ। ਪੰਜਾਬ ਯੂਨੀਵਰਸਿਟੀ ਪੰਜਾਬ ਦੀ ਵਿਰਾਸਤ ਹੈ ਅਤੇ ਇਸ ਉੱਤੇ ਪੰਜਾਬ ਦਾ ਹੱਕ ਹੈ। ਵਿਦਿਆਰਥੀ ਜਥੇਬੰਦੀਆਂ ਨੇ ਵੀ ਇਸ ਫੈਸਲੇ ਦਾ ਸਖ਼ਤ ਵਿਰੋਧ ਕੀਤਾ ਹੈ। xyxy=(402,1984,643,2062)
lead-headline: ਪਾਰਟੀ ਪ੍ਰਧਾਨ ਗਿਆਨੀ ਹਰਪ੍ਰੀਤ ਸਿੰਘ ਦੀ ਅਗਵਾਈ ਹੇਠ ਸਮੁੱਚੀ ਲੀਡਰਸ਼ਿਪ ਨੇ ਪ੍ਰਚਾਰ ਕੀਤਾ ਤੇਜ਼ xyxy=(930,129,1417,194)
headline: ਸਿੱਖ ਕੌਮ ਅਤੇ ਘੱਟ ਗਿਣਤੀਆਂ ਨੂੰ ਇੰਡੀਆਂ ਵਿਚ ਇਨਸਾਫ਼ ਨਾ ਮਿਲਣ ਦੇ ਕਾਰਣ ਆਜ਼ਾਦ ਸਿੱਖ ਸਟੇਟ ਅਤਿ ਜਰੂਰੀ : ਮਾਨ xyxy=(5,537,388,573)
headline: ਅੱਜ ਦੋਵੇਂ ਅਕਾਲੀ ਦਲ... xyxy=(1091,1974,1256,1995)
story-former-cm xyxy=(652,1982,899,2259)
